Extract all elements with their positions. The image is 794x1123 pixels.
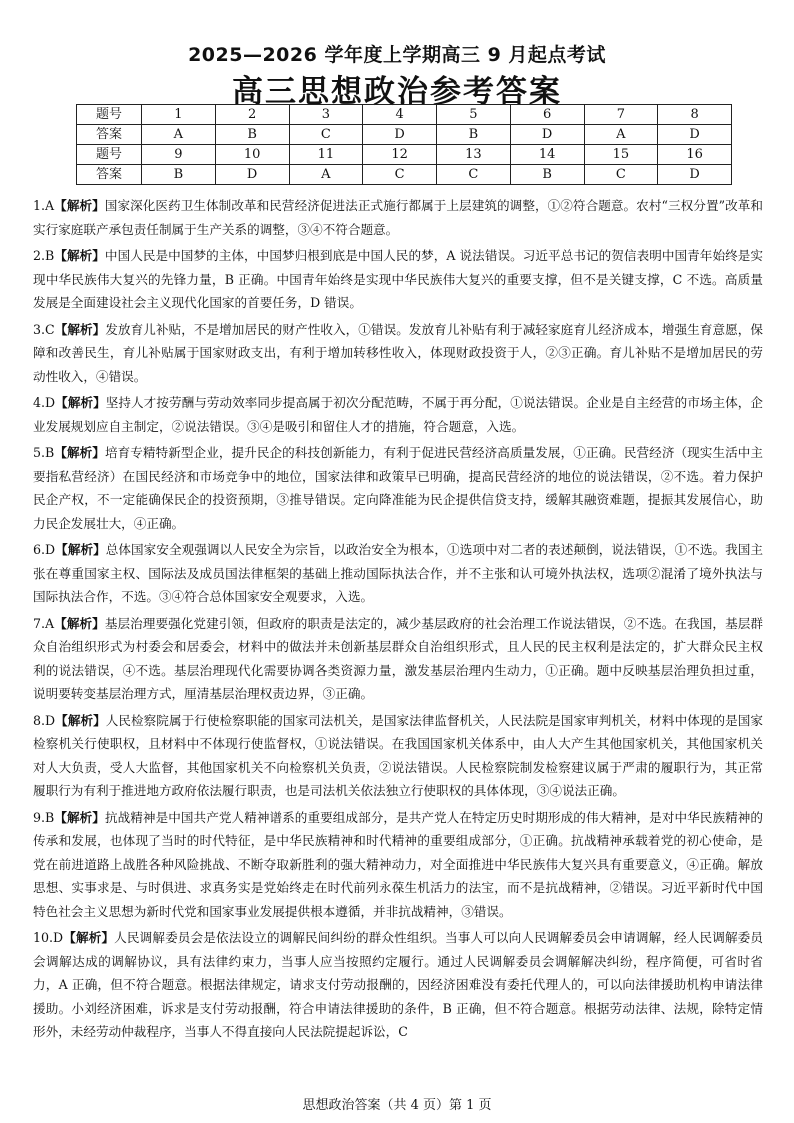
analysis-tag: 【解析】: [54, 615, 105, 631]
table-cell: D: [510, 125, 584, 145]
analysis-tag: 【解析】: [54, 809, 105, 825]
table-cell: 9: [142, 145, 216, 165]
table-row: [77, 125, 732, 145]
explanations: [33, 194, 763, 1047]
analysis-tag: 【解析】: [54, 248, 105, 263]
table-cell: B: [510, 165, 584, 185]
analysis-tag: 【解析】: [54, 445, 105, 460]
explanation-item: [33, 194, 763, 241]
table-cell: B: [437, 125, 511, 145]
table-cell: 3: [289, 105, 363, 125]
explanation-item: [33, 926, 763, 1044]
table-cell: 2: [215, 105, 289, 125]
page-footer: 思想政治答案（共 4 页）第 1 页: [302, 1098, 492, 1113]
explanation-item: [33, 318, 763, 389]
row-label: 题号: [77, 105, 142, 125]
explanation-item: [33, 806, 763, 924]
explanation-text: 国家深化医药卫生体制改革和民营经济促进法正式施行都属于上层建筑的调整，①②符合题意。农村“三权分置”改革和实行家庭联产承包责任制属于生产关系的调整，③④不符合题意。: [33, 198, 763, 237]
table-row: [77, 145, 732, 165]
analysis-tag: 【解析】: [63, 930, 115, 945]
table-cell: 4: [363, 105, 437, 125]
document-title: 高三思想政治参考答案: [232, 74, 562, 110]
row-label: 答案: [77, 165, 142, 185]
table-cell: 15: [584, 145, 658, 165]
explanation-text: 总体国家安全观强调以人民安全为宗旨，以政治安全为根本，①选项中对二者的表述颠倒，说法错误，①不选。我国主张在尊重国家主权、国际法及成员国法律框架的基础上推动国际执法合作，并不主张和认可境外执法权，选项②混淆了境外执法与国际执法合作，不选。③④符合总体国家安全观要求，入选。: [33, 542, 763, 604]
table-cell: 1: [142, 105, 216, 125]
explanation-item: [33, 538, 763, 609]
question-number: 10.D: [33, 930, 64, 945]
question-number: 3.C: [33, 321, 55, 337]
question-number: 8.D: [33, 712, 56, 728]
question-number: 4.D: [33, 395, 56, 410]
explanation-text: 人民检察院属于行使检察职能的国家司法机关，是国家法律监督机关，人民法院是国家审判机关，材料中体现的是国家检察机关行使职权，且材料中不体现行使监督权，①说法错误。在我国国家机关体系中，由人大产生其他国家机关，其他国家机关对人大负责，受人大监督，其他国家机关不向检察机关负责，②说法错误。人民检察院制发检察建议属于严肃的履职行为，其正常履职行为有利于推进地方政府依法履行职责，也是司法机关依法独立行使职权的具体体现，③④说法正确。: [33, 712, 763, 798]
table-cell: 10: [215, 145, 289, 165]
explanation-text: 坚持人才按劳酬与劳动效率同步提高属于初次分配范畴，不属于再分配，①说法错误。企业是自主经营的市场主体，企业发展规划应自主制定，②说法错误。③④是吸引和留住人才的措施，符合题意，入选。: [33, 395, 763, 434]
table-cell: 14: [510, 145, 584, 165]
analysis-tag: 【解析】: [55, 712, 106, 728]
table-cell: 8: [658, 105, 732, 125]
analysis-tag: 【解析】: [54, 321, 106, 337]
exam-title: 2025—2026 学年度上学期高三 9 月起点考试: [188, 44, 606, 66]
table-cell: 13: [437, 145, 511, 165]
answer-table: [76, 104, 732, 185]
analysis-tag: 【解析】: [55, 542, 106, 557]
table-cell: 6: [510, 105, 584, 125]
table-cell: B: [215, 125, 289, 145]
row-label: 答案: [77, 125, 142, 145]
explanation-text: 发放育儿补贴，不是增加居民的财产性收入，①错误。发放育儿补贴有利于减轻家庭育儿经济成本，增强生育意愿，保障和改善民生，育儿补贴属于国家财政支出，有利于增加转移性收入，体现财政投资于人，②③正确。育儿补贴不是增加居民的劳动性收入，④错误。: [33, 321, 764, 384]
table-cell: 11: [289, 145, 363, 165]
table-cell: C: [437, 165, 511, 185]
table-cell: 12: [363, 145, 437, 165]
table-cell: C: [289, 125, 363, 145]
table-cell: A: [289, 165, 363, 185]
table-cell: D: [215, 165, 289, 185]
table-row: [77, 105, 732, 125]
explanation-item: [33, 709, 763, 803]
table-cell: D: [363, 125, 437, 145]
question-number: 6.D: [33, 542, 56, 557]
explanation-text: 人民调解委员会是依法设立的调解民间纠纷的群众性组织。当事人可以向人民调解委员会申请调解，经人民调解委员会调解达成的调解协议，具有法律约束力，当事人应当按照约定履行。通过人民调解委员会调解解决纠纷，程序简便，可省时省力，A 正确，但不符合题意。根据法律规定，请求支付劳动报酬的，因经济困难没有委托代理人的，可以向法律援助机构申请法律援助。小刘经济困难，诉求是支付劳动报酬，符合申请法律援助的条件，B 正确，但不符合题意。根据劳动法律、法规，除特定情形外，未经劳动仲裁程序，当事人不得直接向人民法院提起诉讼，C: [33, 930, 764, 1039]
explanation-item: [33, 441, 763, 535]
explanation-text: 中国人民是中国梦的主体，中国梦归根到底是中国人民的梦，A 说法错误。习近平总书记的贺信表明中国青年始终是实现中华民族伟大复兴的先锋力量，B 正确。中国青年始终是实现中华民族伟大复兴的重要支撑，但不是关键支撑，C 不选。高质量发展是全面建设社会主义现代化国家的首要任务，D 错误。: [33, 248, 763, 310]
question-number: 5.B: [33, 445, 55, 460]
explanation-text: 抗战精神是中国共产党人精神谱系的重要组成部分，是共产党人在特定历史时期形成的伟大精神，是对中华民族精神的传承和发展，也体现了当时的时代特征，是中华民族精神和时代精神的重要组成部分，①正确。抗战精神承载着党的初心使命，是党在前进道路上战胜各种风险挑战、不断夺取新胜利的强大精神动力，对全面推进中华民族伟大复兴具有重要意义，④正确。解放思想、实事求是、与时俱进、求真务实是党始终走在时代前列永葆生机活力的法宝，而不是抗战精神，②错误。习近平新时代中国特色社会主义思想为新时代党和国家事业发展提供根本遵循，并非抗战精神，③错误。: [33, 809, 764, 919]
question-number: 1.A: [33, 198, 55, 213]
explanation-item: [33, 244, 763, 315]
table-cell: 16: [658, 145, 732, 165]
table-cell: C: [584, 165, 658, 185]
analysis-tag: 【解析】: [55, 395, 106, 410]
explanation-text: 基层治理要强化党建引领，但政府的职责是法定的，减少基层政府的社会治理工作说法错误，②不选。在我国，基层群众自治组织形式为村委会和居委会，材料中的做法并未创新基层群众自治组织形式，且人民的民主权利是法定的，扩大群众民主权利的说法错误，④不选。基层治理现代化需要协调各类资源力量，激发基层治理内生动力，①正确。题中反映基层治理负担过重，说明要转变基层治理方式，厘清基层治理权责边界，③正确。: [33, 615, 764, 701]
table-cell: A: [584, 125, 658, 145]
table-cell: D: [658, 125, 732, 145]
table-cell: 5: [437, 105, 511, 125]
table-row: [77, 165, 732, 185]
table-cell: D: [658, 165, 732, 185]
question-number: 7.A: [33, 615, 55, 631]
explanation-text: 培育专精特新型企业，提升民企的科技创新能力，有利于促进民营经济高质量发展，①正确。民营经济（现实生活中主要指私营经济）在国民经济和市场竞争中的地位，国家法律和政策早已明确，提高民营经济的地位的说法错误，②不选。着力保护民企产权，不一定能确保民企的投资预期，③推导错误。定向降准能为民企提供信贷支持，缓解其融资难题，提振其发展信心，助力民企发展壮大，④正确。: [33, 445, 764, 531]
question-number: 2.B: [33, 248, 55, 263]
row-label: 题号: [77, 145, 142, 165]
table-cell: A: [142, 125, 216, 145]
explanation-item: [33, 612, 763, 706]
explanation-item: [33, 391, 763, 438]
table-cell: C: [363, 165, 437, 185]
question-number: 9.B: [33, 809, 55, 825]
table-cell: B: [142, 165, 216, 185]
analysis-tag: 【解析】: [54, 198, 105, 213]
table-cell: 7: [584, 105, 658, 125]
